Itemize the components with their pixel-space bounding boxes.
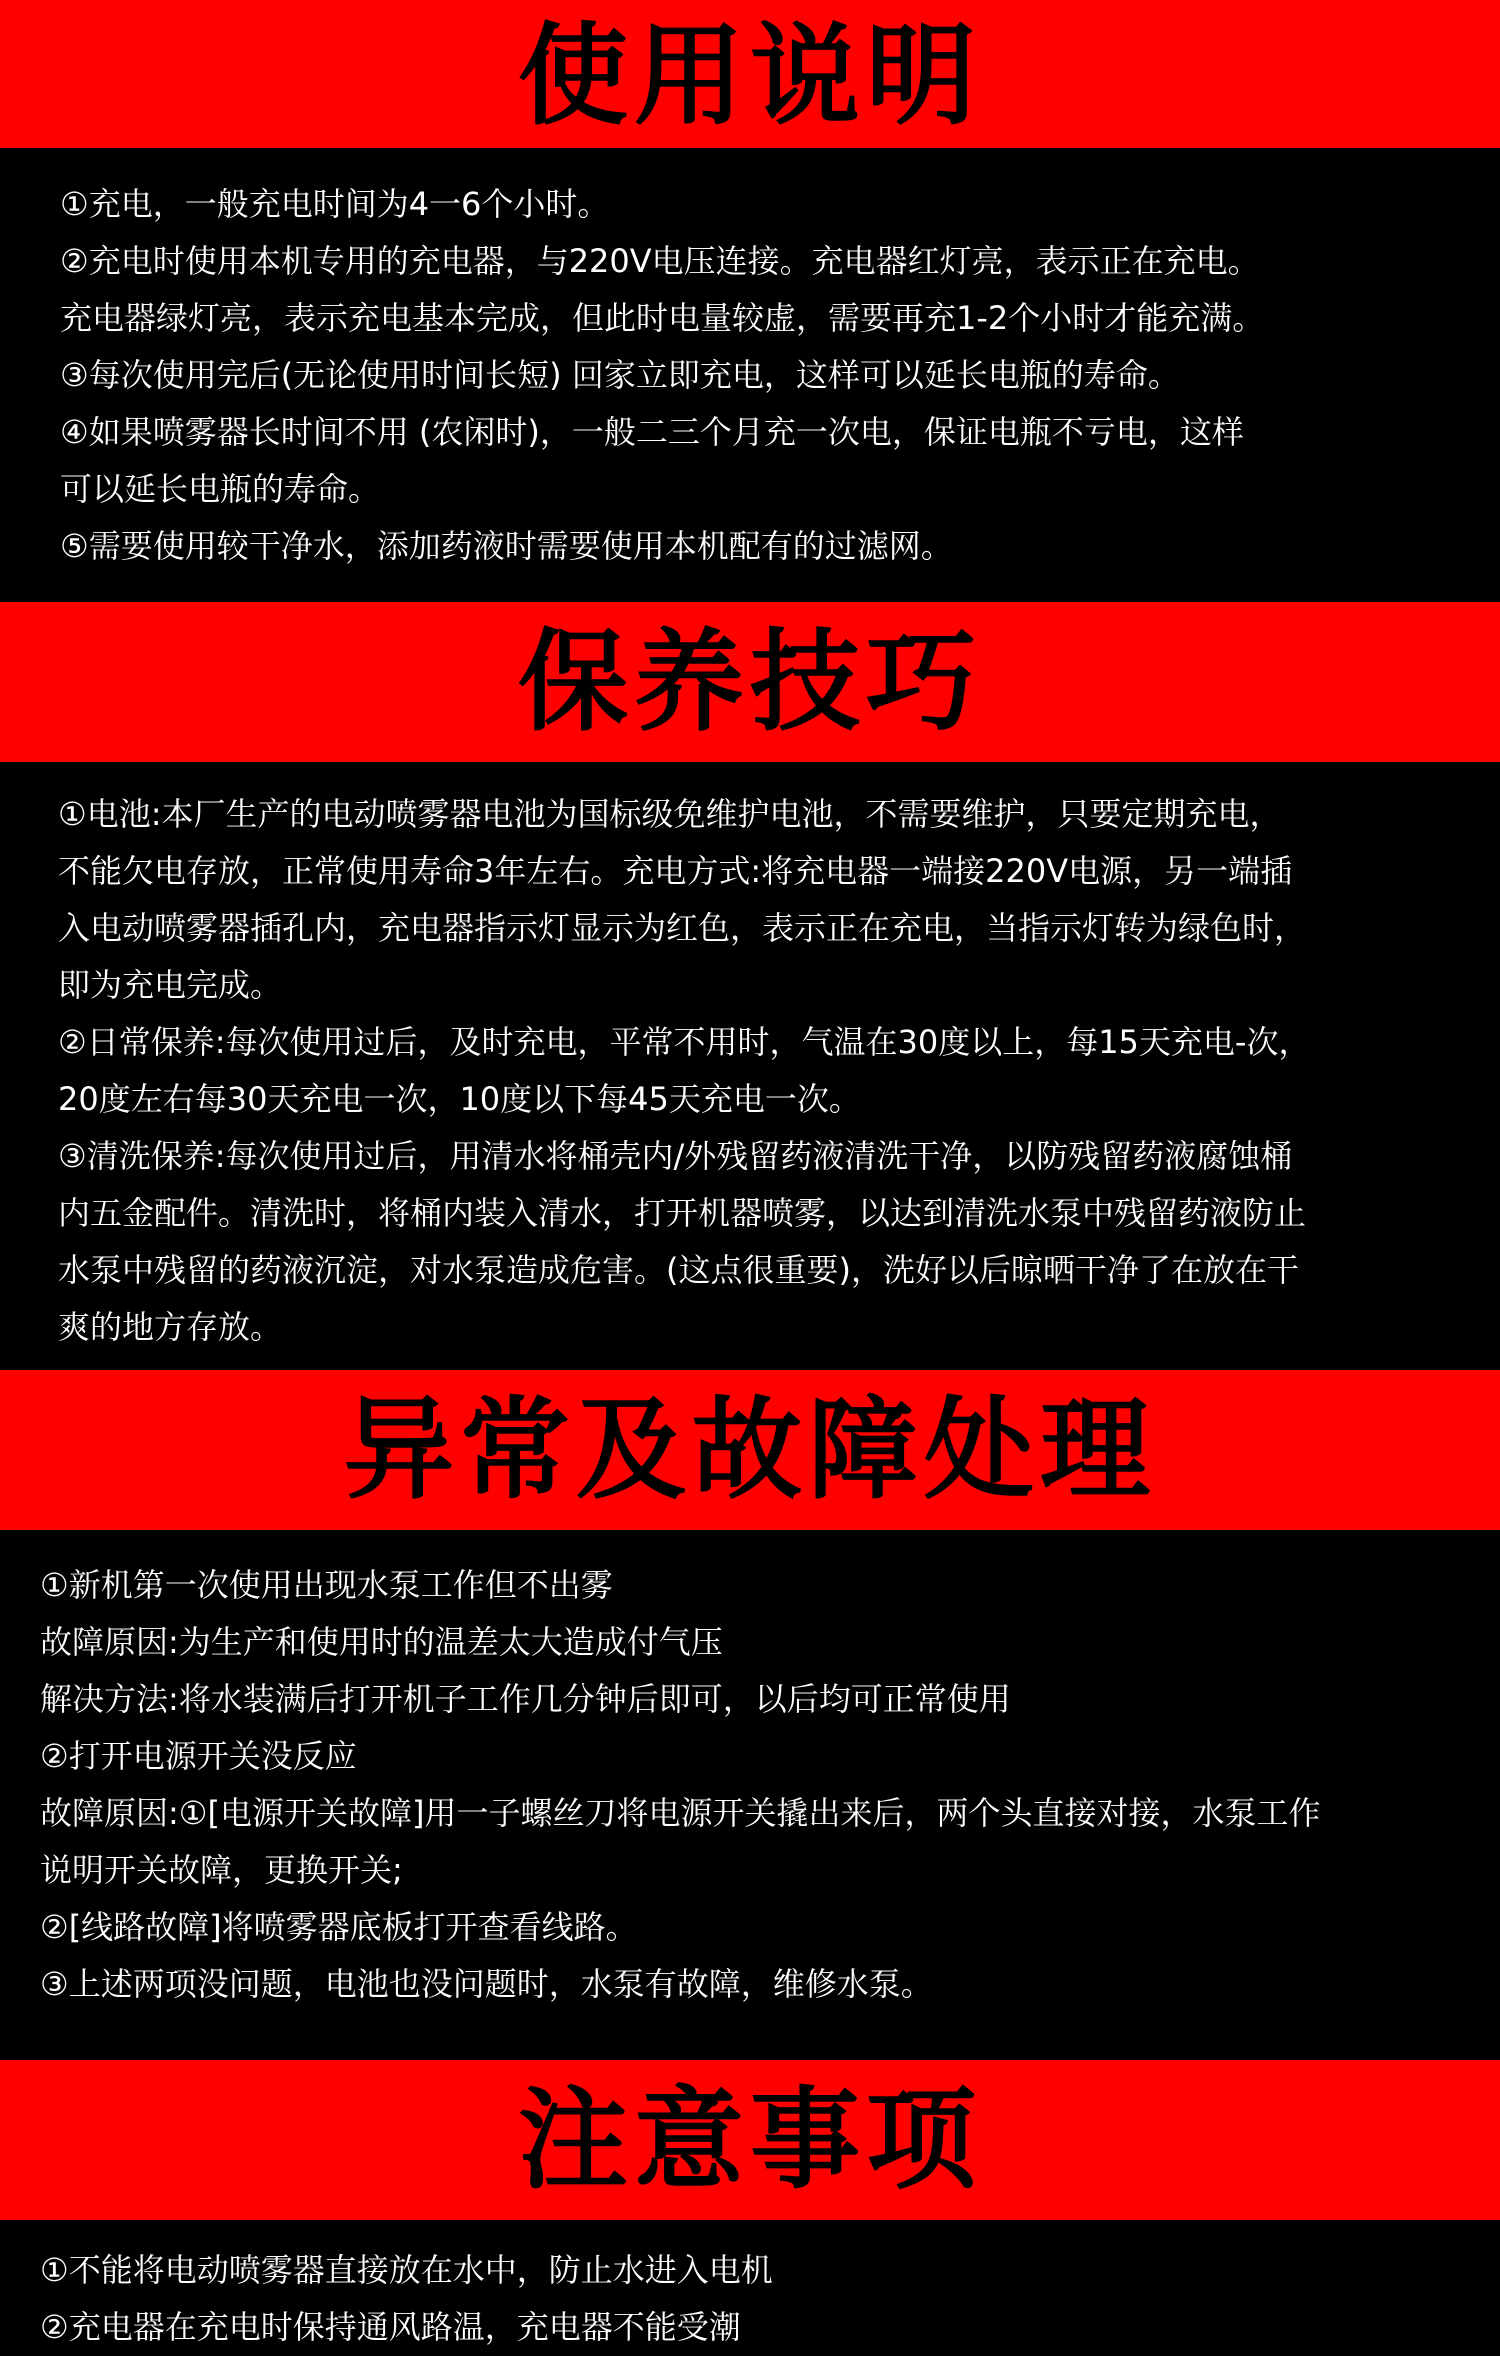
- usage-line-6: 可以延长电瓶的寿命。: [60, 470, 381, 508]
- section-title-maintenance: 保养技巧: [518, 618, 982, 746]
- section-title-precautions: 注意事项: [518, 2076, 982, 2204]
- section-body-maintenance: [58, 786, 1478, 1356]
- section-banner-precautions: [0, 2060, 1500, 2220]
- usage-line-5: ④如果喷雾器长时间不用 (农闲时)，一般二三个月充一次电，保证电瓶不亏电，这样: [60, 413, 1244, 451]
- troubleshooting-line-7: ②[线路故障]将喷雾器底板打开查看线路。: [40, 1908, 638, 1946]
- usage-line-1: ①充电，一般充电时间为4一6个小时。: [60, 185, 610, 223]
- maintenance-line-7: ③清洗保养:每次使用过后，用清水将桶壳内/外残留药液清洗干净，以防残留药液腐蚀桶: [58, 1137, 1293, 1175]
- maintenance-line-2: 不能欠电存放，正常使用寿命3年左右。充电方式:将充电器一端接220V电源，另一端插: [58, 852, 1293, 890]
- maintenance-line-4: 即为充电完成。: [58, 966, 283, 1004]
- section-title-usage: 使用说明: [518, 12, 982, 140]
- section-body-troubleshooting: [40, 1557, 1460, 2013]
- troubleshooting-line-2: 故障原因:为生产和使用时的温差太大造成付气压: [40, 1623, 723, 1661]
- troubleshooting-line-4: ②打开电源开关没反应: [40, 1737, 357, 1775]
- maintenance-line-3: 入电动喷雾器插孔内，充电器指示灯显示为红色，表示正在充电，当指示灯转为绿色时，: [58, 909, 1307, 947]
- troubleshooting-line-6: 说明开关故障，更换开关;: [40, 1851, 403, 1889]
- troubleshooting-line-1: ①新机第一次使用出现水泵工作但不出雾: [40, 1566, 613, 1604]
- maintenance-line-6: 20度左右每30天充电一次，10度以下每45天充电一次。: [58, 1080, 861, 1118]
- precautions-line-2: ②充电器在充电时保持通风路温，充电器不能受潮: [40, 2308, 741, 2346]
- usage-line-4: ③每次使用完后(无论使用时间长短) 回家立即充电，这样可以延长电瓶的寿命。: [60, 356, 1180, 394]
- maintenance-line-9: 水泵中残留的药液沉淀，对水泵造成危害。(这点很重要)，洗好以后晾晒干净了在放在干: [58, 1251, 1299, 1289]
- section-body-usage: [60, 176, 1480, 575]
- section-banner-troubleshooting: [0, 1370, 1500, 1530]
- usage-line-7: ⑤需要使用较干净水，添加药液时需要使用本机配有的过滤网。: [60, 527, 953, 565]
- troubleshooting-line-5: 故障原因:①[电源开关故障]用一子螺丝刀将电源开关撬出来后，两个头直接对接，水泵工作: [40, 1794, 1321, 1832]
- precautions-line-1: ①不能将电动喷雾器直接放在水中，防止水进入电机: [40, 2251, 773, 2289]
- maintenance-line-10: 爽的地方存放。: [58, 1308, 283, 1346]
- maintenance-line-1: ①电池:本厂生产的电动喷雾器电池为国标级免维护电池，不需要维护，只要定期充电，: [58, 795, 1282, 833]
- maintenance-line-8: 内五金配件。清洗时，将桶内装入清水，打开机器喷雾，以达到清洗水泵中残留药液防止: [58, 1194, 1307, 1232]
- section-body-precautions: [40, 2242, 1460, 2356]
- section-title-troubleshooting: 异常及故障处理: [344, 1386, 1156, 1514]
- usage-line-3: 充电器绿灯亮，表示充电基本完成，但此时电量较虚，需要再充1-2个小时才能充满。: [60, 299, 1265, 337]
- maintenance-line-5: ②日常保养:每次使用过后，及时充电，平常不用时，气温在30度以上，每15天充电-次，: [58, 1023, 1311, 1061]
- troubleshooting-line-3: 解决方法:将水装满后打开机子工作几分钟后即可，以后均可正常使用: [40, 1680, 1011, 1718]
- troubleshooting-line-8: ③上述两项没问题，电池也没问题时，水泵有故障，维修水泵。: [40, 1965, 933, 2003]
- section-banner-maintenance: [0, 602, 1500, 762]
- section-banner-usage: [0, 0, 1500, 148]
- usage-line-2: ②充电时使用本机专用的充电器，与220V电压连接。充电器红灯亮，表示正在充电。: [60, 242, 1260, 280]
